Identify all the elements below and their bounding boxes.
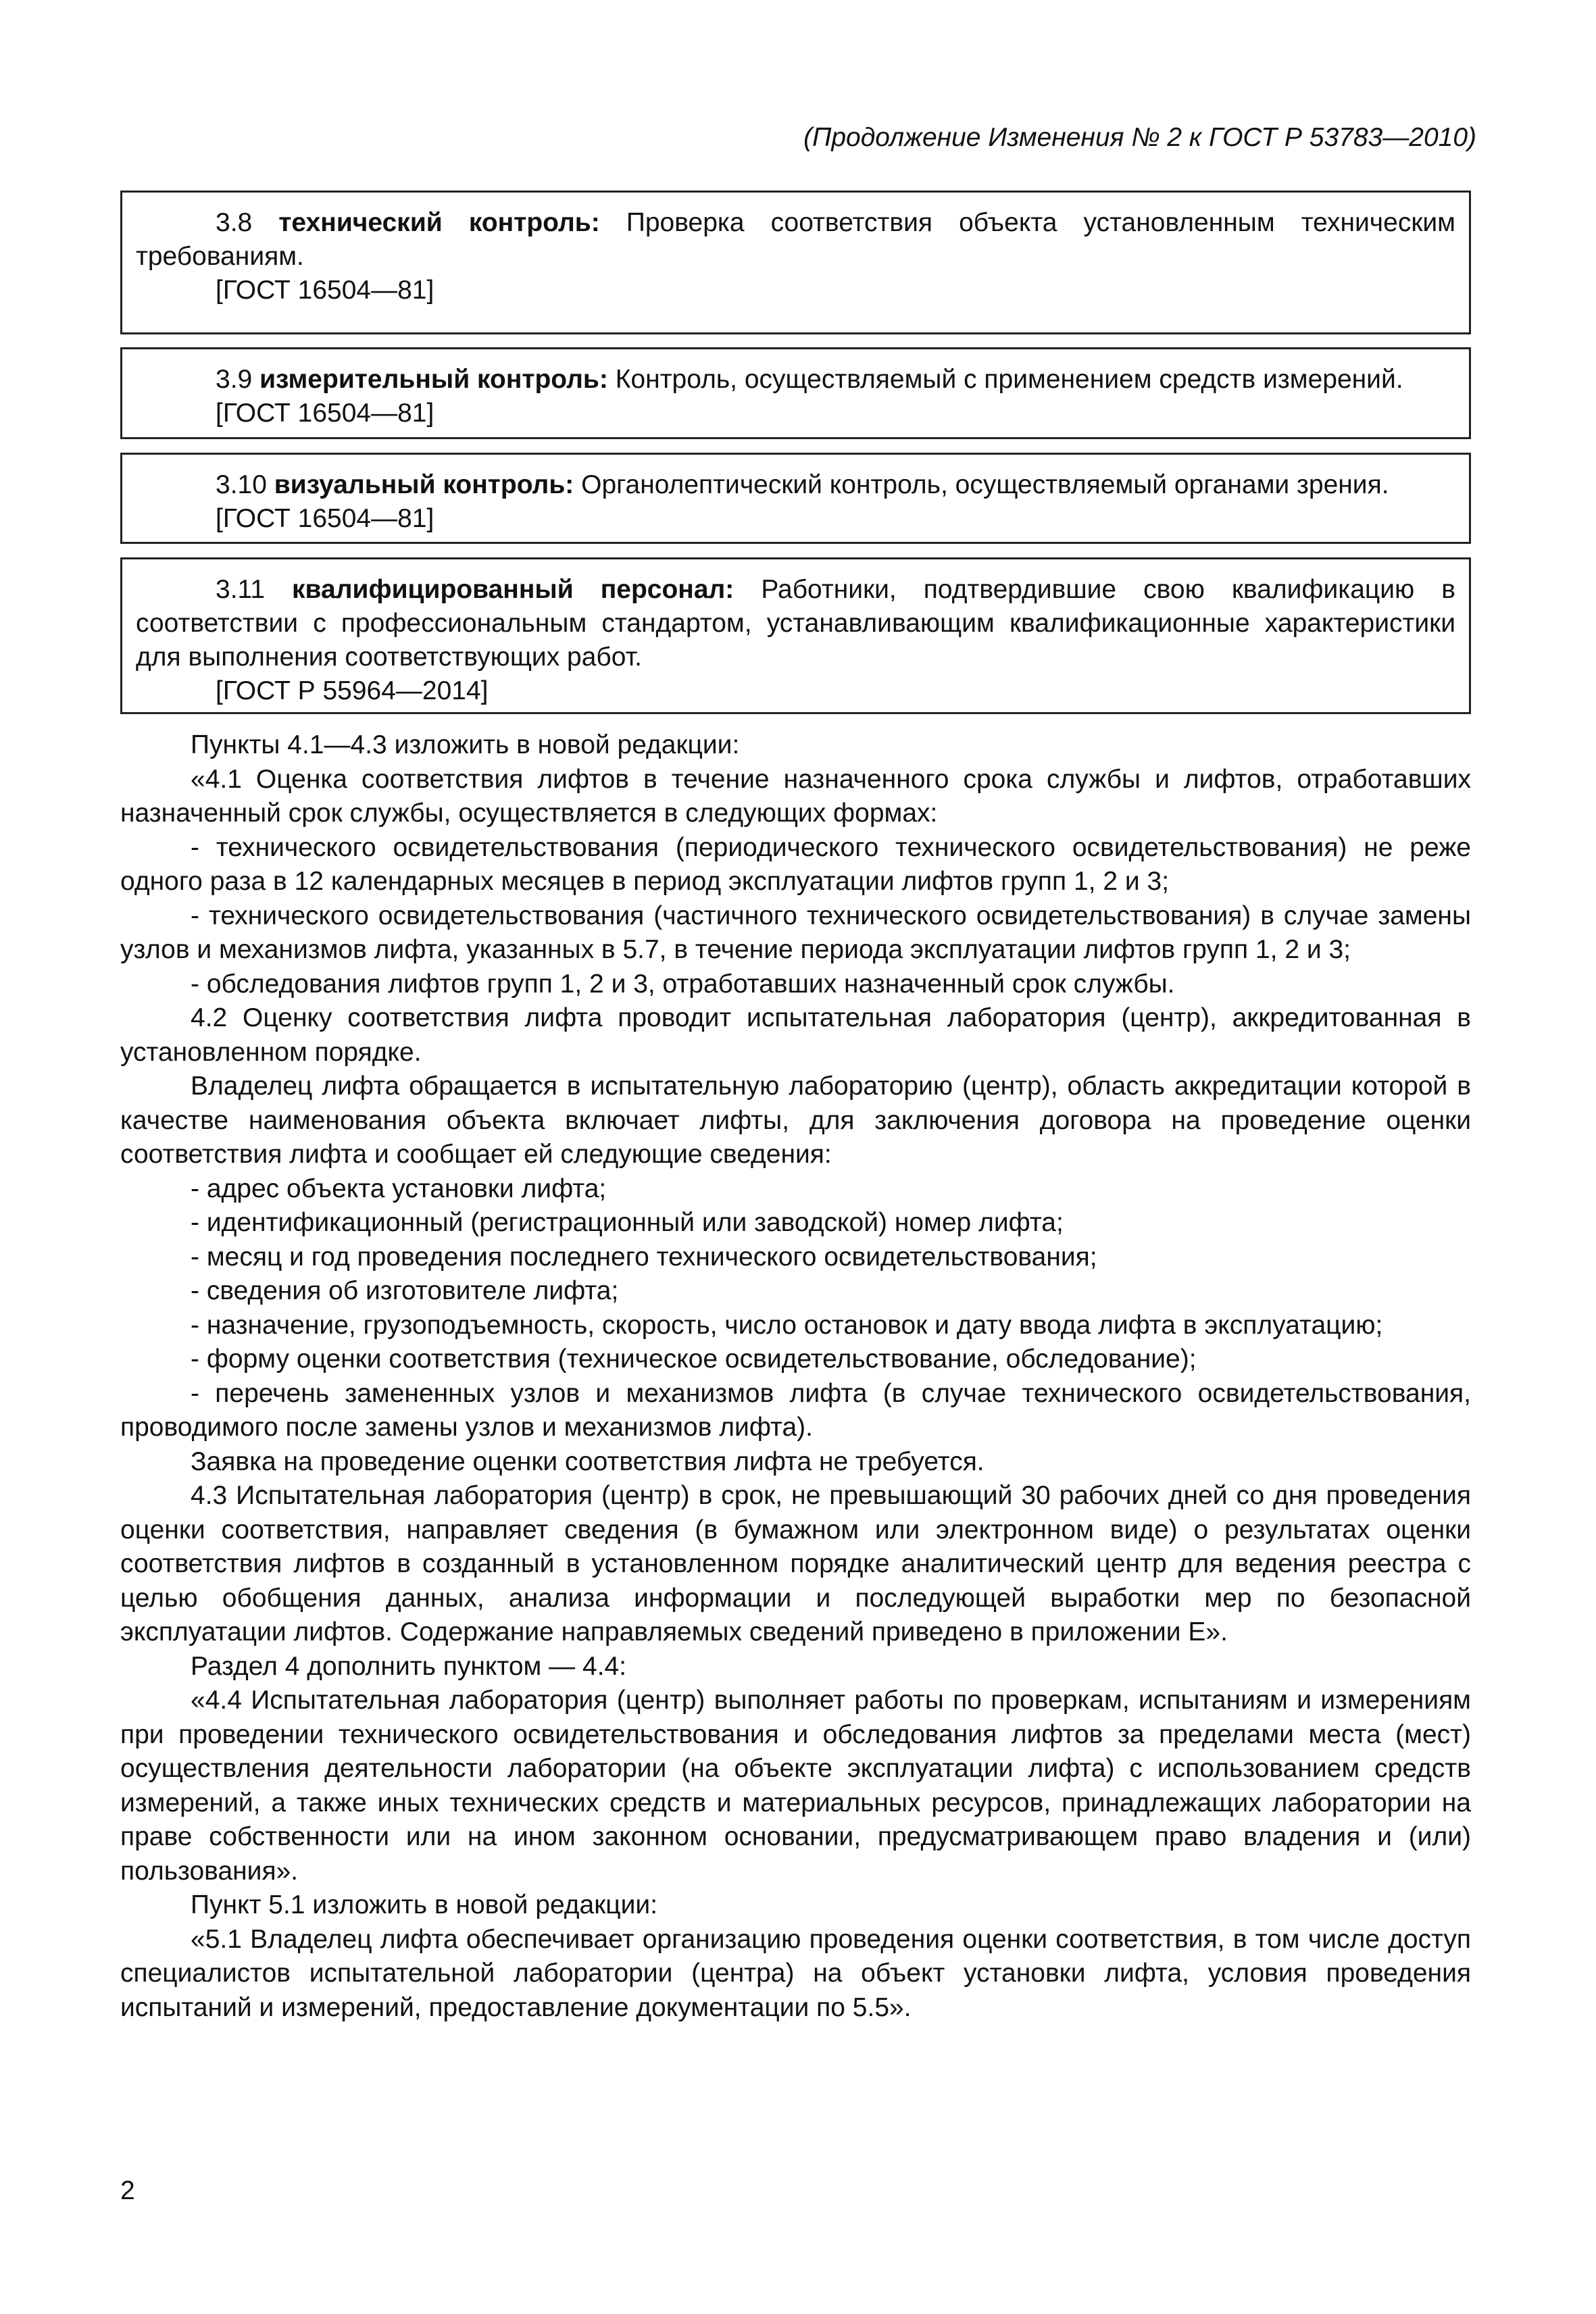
list-item: - сведения об изготовителе лифта; xyxy=(191,1276,619,1305)
term-source: [ГОСТ 16504—81] xyxy=(216,276,434,305)
term-number: 3.10 xyxy=(216,470,267,499)
term-number: 3.8 xyxy=(216,208,253,237)
term-source: [ГОСТ 16504—81] xyxy=(216,399,434,428)
list-item: - форму оценки соответствия (техническое освидетельствование, обследование); xyxy=(191,1344,1197,1374)
term-box-3-11 xyxy=(120,557,1471,714)
list-item: - назначение, грузоподъемность, скорость, число остановок и дату ввода лифта в эксплуатацию; xyxy=(191,1310,1383,1340)
list-item: - перечень замененных узлов и механизмов лифта (в случае технического освидетельствования, проводимого после замены узлов и механизмов лифта). xyxy=(120,1378,1471,1442)
paragraph: 4.2 Оценку соответствия лифта проводит испытательная лаборатория (центр), аккредитованная в установленном порядке. xyxy=(120,1003,1471,1067)
paragraph: «4.4 Испытательная лаборатория (центр) выполняет работы по проверкам, испытаниям и измерениям при проведении технического освидетельствования и обследования лифтов за пределами места (мест) осуществления деятельности лаборатории (на объекте эксплуатации лифта) с использованием средств измерений, а также иных технических средств и материальных ресурсов, принадлежащих лаборатории на праве собственности или на ином законном основании, предусматривающем право владения и (или) пользования». xyxy=(120,1686,1471,1886)
paragraph: «4.1 Оценка соответствия лифтов в течение назначенного срока службы и лифтов, отработавших назначенный срок службы, осуществляется в следующих формах: xyxy=(120,764,1471,828)
page-header-continuation: (Продолжение Изменения № 2 к ГОСТ Р 53783—2010) xyxy=(803,123,1476,152)
term-definition xyxy=(136,468,1455,502)
term-number: 3.9 xyxy=(216,365,253,394)
paragraph: Пункт 5.1 изложить в новой редакции: xyxy=(191,1890,658,1919)
paragraph: Владелец лифта обращается в испытательную лабораторию (центр), область аккредитации которой в качестве наименования объекта включает лифты, для заключения договора на проведение оценки соответствия лифта и сообщает ей следующие сведения: xyxy=(120,1072,1471,1169)
list-item: - адрес объекта установки лифта; xyxy=(191,1174,607,1203)
term-text: Органолептический контроль, осуществляемый органами зрения. xyxy=(581,470,1389,499)
term-text: Проверка соответствия объекта установленным техническим требованиям. xyxy=(136,208,1455,271)
term-number: 3.11 xyxy=(216,575,266,604)
paragraph: Раздел 4 дополнить пунктом — 4.4: xyxy=(191,1651,627,1681)
term-name: измерительный контроль: xyxy=(259,365,608,394)
list-item: - обследования лифтов групп 1, 2 и 3, отработавших назначенный срок службы. xyxy=(191,969,1175,999)
term-box-3-10 xyxy=(120,453,1471,544)
document-body xyxy=(120,728,1471,2025)
list-item: - месяц и год проведения последнего технического освидетельствования; xyxy=(191,1242,1097,1272)
term-source: [ГОСТ 16504—81] xyxy=(216,504,434,533)
term-definition xyxy=(136,363,1455,397)
term-text: Контроль, осуществляемый с применением средств измерений. xyxy=(615,365,1403,394)
page-number: 2 xyxy=(120,2176,135,2205)
term-source: [ГОСТ Р 55964—2014] xyxy=(216,676,489,705)
term-box-3-8 xyxy=(120,191,1471,334)
term-name: технический контроль: xyxy=(278,208,600,237)
paragraph: 4.3 Испытательная лаборатория (центр) в срок, не превышающий 30 рабочих дней со дня проведения оценки соответствия, направляет сведения (в бумажном или электронном виде) о результатах оценки соответствия лифтов в созданный в установленном порядке аналитический центр для ведения реестра с целью обобщения данных, анализа информации и последующей выработки мер по безопасной эксплуатации лифтов. Содержание направляемых сведений приведено в приложении Е». xyxy=(120,1481,1471,1646)
paragraph: Заявка на проведение оценки соответствия лифта не требуется. xyxy=(191,1447,984,1476)
term-box-3-9 xyxy=(120,347,1471,439)
list-item: - технического освидетельствования (периодического технического освидетельствования) не реже одного раза в 12 календарных месяцев в период эксплуатации лифтов групп 1, 2 и 3; xyxy=(120,832,1471,896)
term-name: квалифицированный персонал: xyxy=(292,575,734,604)
term-definition xyxy=(136,573,1455,674)
term-text: Работники, подтвердившие свою квалификацию в соответствии с профессиональным стандартом, устанавливающим квалификационные характеристики для выполнения соответствующих работ. xyxy=(136,575,1456,672)
term-definition xyxy=(136,206,1455,274)
list-item: - идентификационный (регистрационный или заводской) номер лифта; xyxy=(191,1208,1064,1237)
paragraph: «5.1 Владелец лифта обеспечивает организацию проведения оценки соответствия, в том числе доступ специалистов испытательной лаборатории (центра) на объект установки лифта, условия проведения испытаний и измерений, предоставление документации по 5.5». xyxy=(120,1924,1471,2022)
list-item: - технического освидетельствования (частичного технического освидетельствования) в случае замены узлов и механизмов лифта, указанных в 5.7, в течение периода эксплуатации лифтов групп 1, 2 и 3; xyxy=(120,901,1471,964)
paragraph: Пункты 4.1—4.3 изложить в новой редакции: xyxy=(191,730,740,759)
term-name: визуальный контроль: xyxy=(274,470,574,499)
